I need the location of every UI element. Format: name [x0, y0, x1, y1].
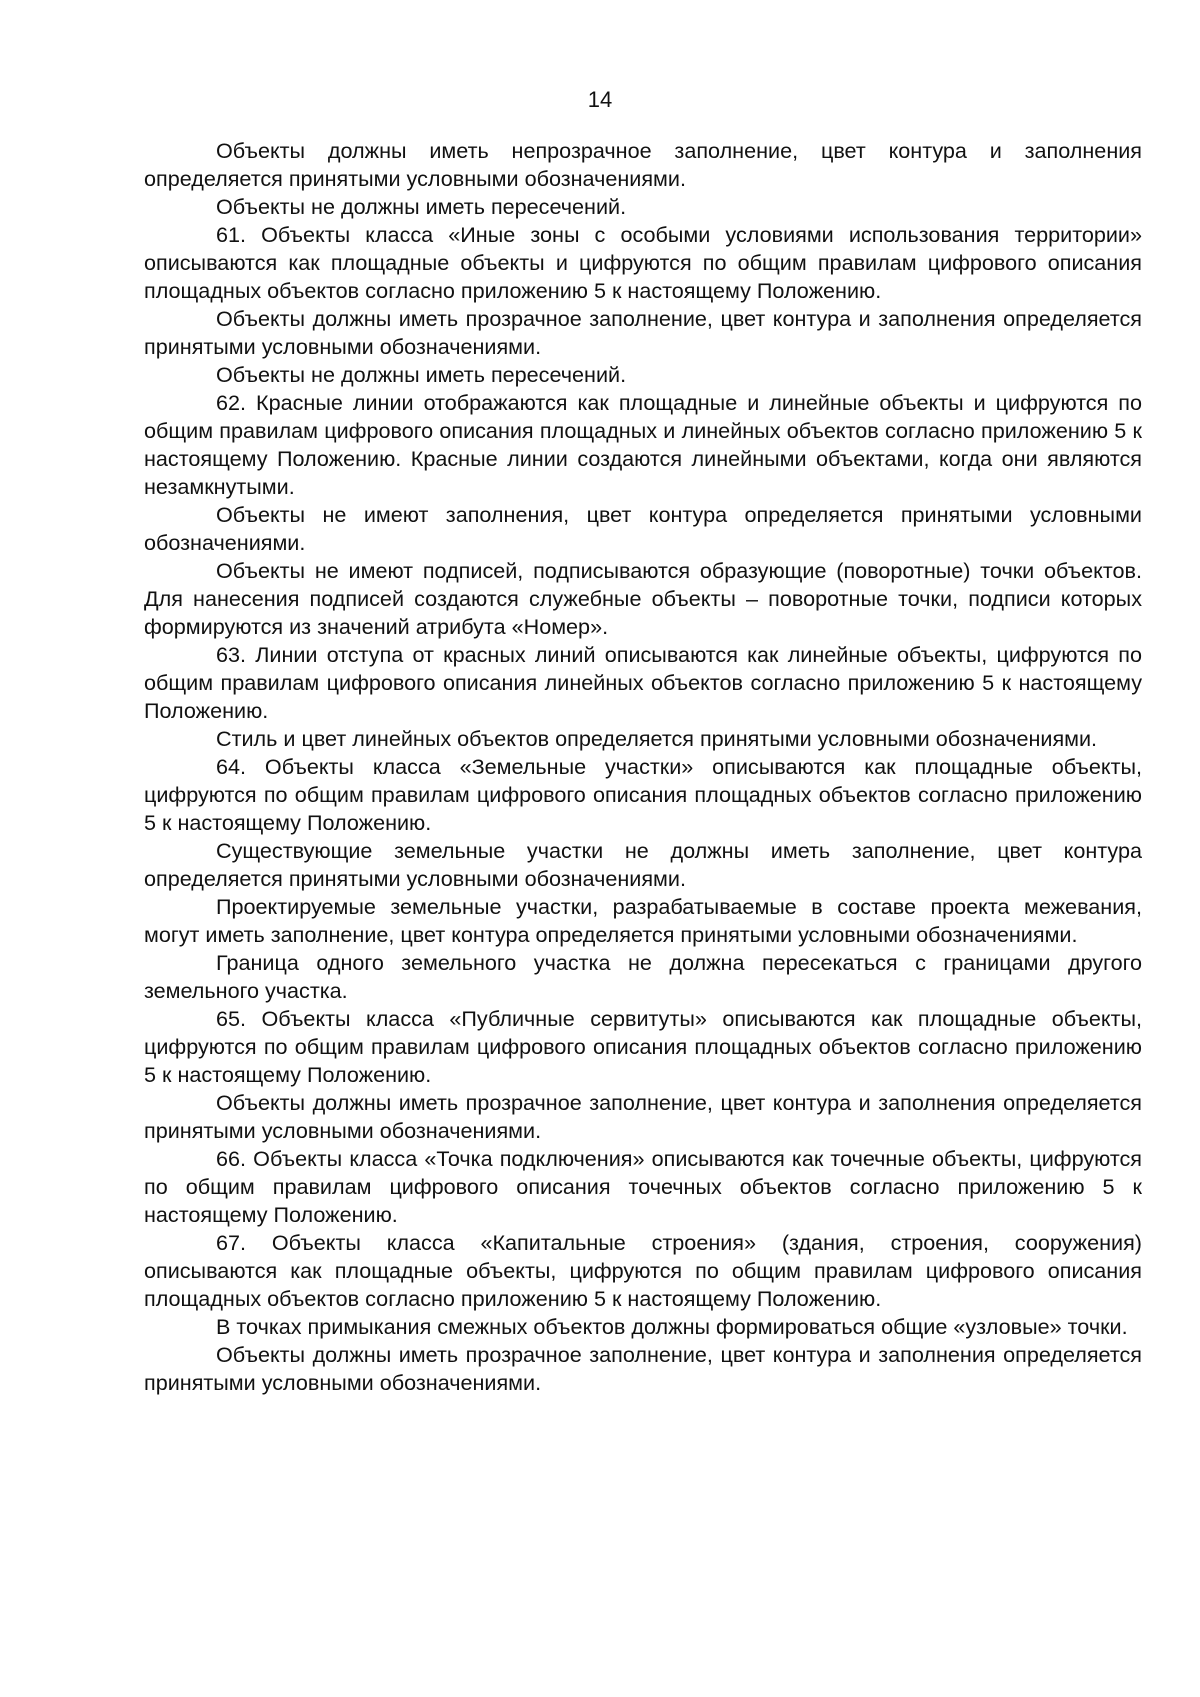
paragraph-no-intersections-2: Объекты не должны иметь пересечений.	[216, 362, 627, 387]
paragraph-transparent-fill: Объекты должны иметь прозрачное заполнение, цвет контура и заполнения определяется принятыми условными обозначениями.	[144, 306, 1142, 359]
paragraph-item-62: 62. Красные линии отображаются как площадные и линейные объекты и цифруются по общим правилам цифрового описания площадных и линейных объектов согласно приложению 5 к настоящему Положению. Красные линии создаются линейными объектами, когда они являются незамкнутыми.	[144, 390, 1142, 499]
paragraph-item-65: 65. Объекты класса «Публичные сервитуты» описываются как площадные объекты, цифруются по общим правилам цифрового описания площадных объектов согласно приложению 5 к настоящему Положению.	[144, 1006, 1142, 1087]
paragraph-existing-parcels: Существующие земельные участки не должны иметь заполнение, цвет контура определяется принятыми условными обозначениями.	[144, 838, 1142, 891]
paragraph-no-intersections: Объекты не должны иметь пересечений.	[216, 194, 627, 219]
paragraph-node-points: В точках примыкания смежных объектов должны формироваться общие «узловые» точки.	[216, 1314, 1128, 1339]
paragraph-projected-parcels: Проектируемые земельные участки, разрабатываемые в составе проекта межевания, могут иметь заполнение, цвет контура определяется принятыми условными обозначениями.	[144, 894, 1142, 947]
paragraph-labels: Объекты не имеют подписей, подписываются образующие (поворотные) точки объектов. Для нанесения подписей создаются служебные объекты – поворотные точки, подписи которых формируются из значений атрибута «Номер».	[144, 558, 1142, 639]
paragraph-line-style: Стиль и цвет линейных объектов определяется принятыми условными обозначениями.	[216, 726, 1098, 751]
paragraph-item-61: 61. Объекты класса «Иные зоны с особыми условиями использования территории» описываются как площадные объекты и цифруются по общим правилам цифрового описания площадных объектов согласно приложению 5 к настоящему Положению.	[144, 222, 1142, 303]
paragraph-item-67: 67. Объекты класса «Капитальные строения» (здания, строения, сооружения) описываются как площадные объекты, цифруются по общим правилам цифрового описания площадных объектов согласно приложению 5 к настоящему Положению.	[144, 1230, 1142, 1311]
paragraph-transparent-fill-3: Объекты должны иметь прозрачное заполнение, цвет контура и заполнения определяется принятыми условными обозначениями.	[144, 1342, 1142, 1395]
paragraph-item-64: 64. Объекты класса «Земельные участки» описываются как площадные объекты, цифруются по общим правилам цифрового описания площадных объектов согласно приложению 5 к настоящему Положению.	[144, 754, 1142, 835]
paragraph-item-66: 66. Объекты класса «Точка подключения» описываются как точечные объекты, цифруются по общим правилам цифрового описания точечных объектов согласно приложению 5 к настоящему Положению.	[144, 1146, 1142, 1227]
paragraph-item-63: 63. Линии отступа от красных линий описываются как линейные объекты, цифруются по общим правилам цифрового описания линейных объектов согласно приложению 5 к настоящему Положению.	[144, 642, 1142, 723]
paragraph-no-fill: Объекты не имеют заполнения, цвет контура определяется принятыми условными обозначениями.	[144, 502, 1142, 555]
paragraph-opaque-fill: Объекты должны иметь непрозрачное заполнение, цвет контура и заполнения определяется принятыми условными обозначениями.	[144, 138, 1142, 191]
page-number: 14	[587, 87, 613, 112]
document-body	[144, 137, 1142, 1397]
paragraph-transparent-fill-2: Объекты должны иметь прозрачное заполнение, цвет контура и заполнения определяется принятыми условными обозначениями.	[144, 1090, 1142, 1143]
paragraph-parcel-boundary: Граница одного земельного участка не должна пересекаться с границами другого земельного участка.	[144, 950, 1142, 1003]
